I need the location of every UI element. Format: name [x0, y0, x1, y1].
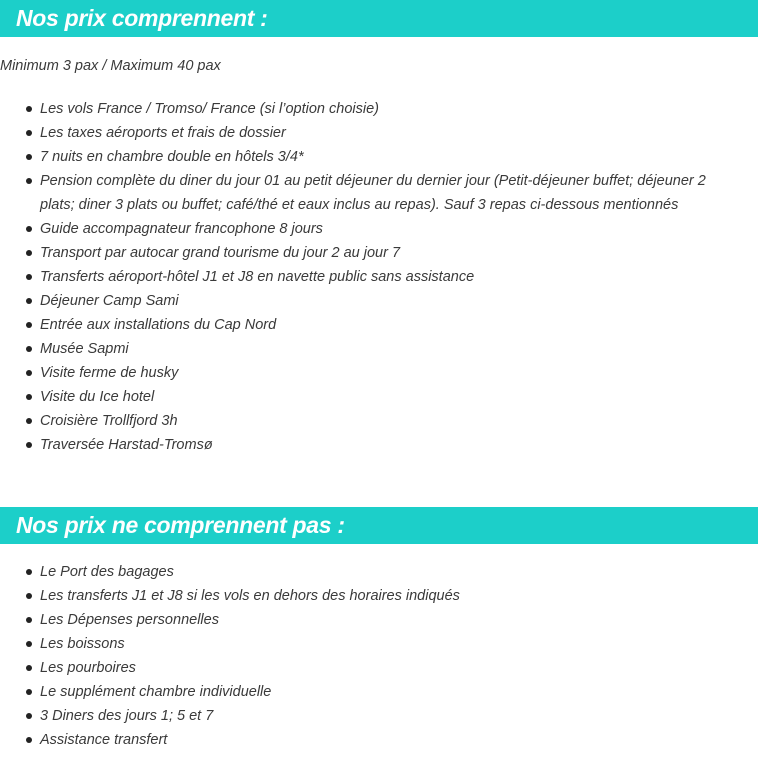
included-item: Entrée aux installations du Cap Nord: [40, 313, 758, 337]
included-item: Les vols France / Tromso/ France (si l’option choisie): [40, 97, 758, 121]
included-item: Transferts aéroport-hôtel J1 et J8 en navette public sans assistance: [40, 265, 758, 289]
included-item: Croisière Trollfjord 3h: [40, 409, 758, 433]
excluded-heading: Nos prix ne comprennent pas :: [0, 507, 758, 544]
included-item: Guide accompagnateur francophone 8 jours: [40, 217, 758, 241]
included-item: Musée Sapmi: [40, 337, 758, 361]
excluded-list: [0, 560, 758, 752]
included-heading: Nos prix comprennent :: [0, 0, 758, 37]
included-item: Visite ferme de husky: [40, 361, 758, 385]
included-item: Pension complète du diner du jour 01 au petit déjeuner du dernier jour (Petit-déjeuner buffet; déjeuner 2 plats; diner 3 plats ou buffet; café/thé et eaux inclus au repas). Sauf 3 repas ci-dessous mentionnés: [40, 169, 758, 217]
excluded-item: Le supplément chambre individuelle: [40, 680, 758, 704]
included-item: Transport par autocar grand tourisme du jour 2 au jour 7: [40, 241, 758, 265]
included-item: Visite du Ice hotel: [40, 385, 758, 409]
excluded-item: Assistance transfert: [40, 728, 758, 752]
excluded-item: 3 Diners des jours 1; 5 et 7: [40, 704, 758, 728]
excluded-item: Les pourboires: [40, 656, 758, 680]
included-item: Traversée Harstad-Tromsø: [40, 433, 758, 457]
excluded-item: Le Port des bagages: [40, 560, 758, 584]
group-size-note: Minimum 3 pax / Maximum 40 pax: [0, 58, 221, 74]
excluded-section: [0, 507, 758, 752]
included-item: Les taxes aéroports et frais de dossier: [40, 121, 758, 145]
included-list: [0, 97, 758, 457]
excluded-item: Les Dépenses personnelles: [40, 608, 758, 632]
excluded-item: Les transferts J1 et J8 si les vols en dehors des horaires indiqués: [40, 584, 758, 608]
included-item: Déjeuner Camp Sami: [40, 289, 758, 313]
excluded-item: Les boissons: [40, 632, 758, 656]
included-item: 7 nuits en chambre double en hôtels 3/4*: [40, 145, 758, 169]
